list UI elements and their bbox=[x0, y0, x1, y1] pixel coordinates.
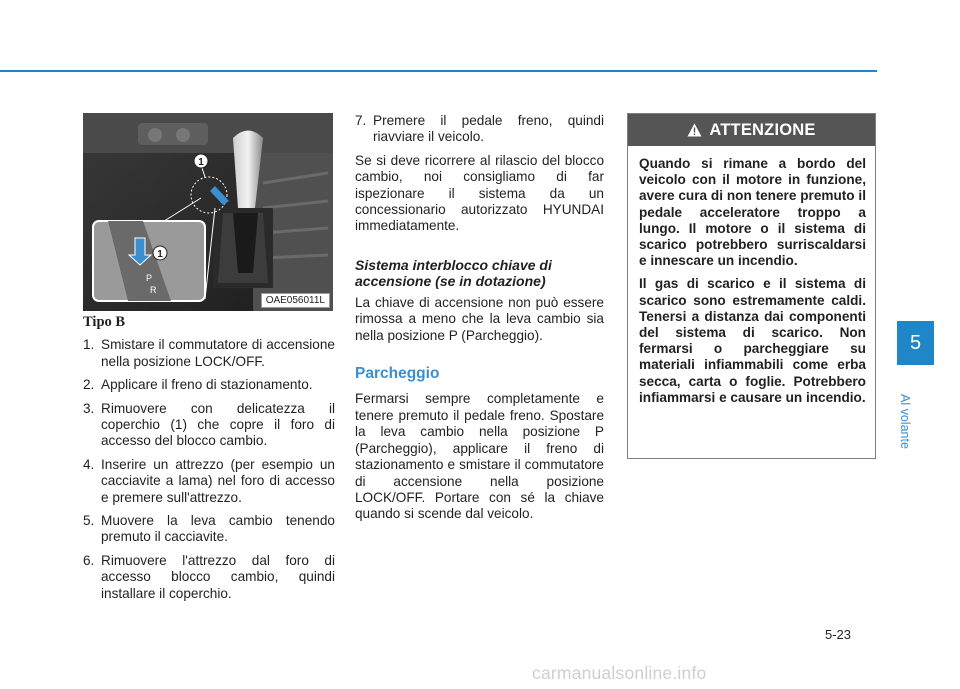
paragraph-parking: Fermarsi sempre completamente e tenere premuto il pedale freno. Spostare la leva cambio nella posizione P (Parcheggio), applicare il freno di stazionamento e smistare il commutatore di accensione nella posizione LOCK/OFF. Portare con sé la chiave quando si scende dal veicolo. bbox=[355, 391, 604, 522]
list-item bbox=[83, 377, 335, 393]
warning-box bbox=[627, 113, 876, 459]
step-text: Rimuovere l'attrezzo dal foro di accesso blocco cambio, quindi installare il coperchio. bbox=[101, 552, 335, 601]
list-item bbox=[83, 337, 335, 370]
page-number: 5-23 bbox=[825, 627, 852, 642]
step-text: Applicare il freno di stazionamento. bbox=[101, 377, 313, 393]
middle-column bbox=[355, 113, 604, 531]
subheading-key-interlock: Sistema interblocco chiave di accensione (se in dotazione) bbox=[355, 256, 552, 289]
list-item bbox=[83, 401, 335, 450]
step-text: Inserire un attrezzo (per esempio un cacciavite a lama) nel foro di accesso e premere sull'attrezzo. bbox=[101, 456, 335, 505]
step-text: Rimuovere con delicatezza il coperchio (1) che copre il foro di accesso del blocco cambio. bbox=[101, 400, 335, 449]
step-text: Smistare il commutatore di accensione nella posizione LOCK/OFF. bbox=[101, 337, 335, 369]
list-item bbox=[83, 513, 335, 546]
type-heading: Tipo B bbox=[83, 314, 126, 330]
step-text: Muovere la leva cambio tenendo premuto il cacciavite. bbox=[101, 513, 335, 545]
left-column bbox=[83, 314, 335, 609]
watermark: carmanualsonline.info bbox=[532, 663, 707, 683]
step-number: 5. bbox=[83, 513, 95, 529]
gear-letter-r: R bbox=[150, 285, 157, 295]
step-number: 6. bbox=[83, 552, 95, 568]
warning-paragraph-1: Quando si rimane a bordo del veicolo con il motore in funzione, avere cura di non tenere premuto il pedale acceleratore troppo a lungo. Il motore o il sistema di scarico potrebbero surriscaldarsi e innescare un incendio. bbox=[639, 156, 866, 269]
warning-paragraph-2: Il gas di scarico e il sistema di scarico sono estremamente caldi. Tenersi a distanza dai componenti del sistema di scarico. Non fermarsi o parcheggiare su materiali infiammabili come erba secca, carta o foglie. Potrebbero infiammarsi e causare un incendio. bbox=[639, 276, 866, 405]
callout-number-top: 1 bbox=[198, 157, 204, 168]
step-number: 1. bbox=[83, 337, 95, 353]
chapter-label: Al volante bbox=[898, 394, 912, 449]
heading-parking: Parcheggio bbox=[355, 365, 440, 383]
paragraph-release: Se si deve ricorrere al rilascio del blocco cambio, noi consigliamo di far ispezionare il sistema da un concessionario autorizzato HYUNDAI immediatamente. bbox=[355, 152, 604, 234]
top-rule bbox=[0, 70, 877, 72]
warning-header bbox=[628, 114, 875, 146]
gear-shift-illustration bbox=[83, 113, 333, 311]
gear-shift-photo bbox=[83, 113, 333, 311]
step-number: 3. bbox=[83, 400, 95, 416]
steps-list bbox=[83, 337, 335, 602]
gear-letter-p: P bbox=[146, 273, 153, 283]
list-item bbox=[83, 553, 335, 602]
step-number: 7. bbox=[355, 113, 367, 128]
svg-text:1: 1 bbox=[157, 249, 163, 260]
step-number: 4. bbox=[83, 456, 95, 472]
warning-title: ATTENZIONE bbox=[709, 120, 816, 139]
list-item bbox=[83, 457, 335, 506]
list-item bbox=[355, 113, 604, 146]
warning-triangle-icon bbox=[687, 123, 702, 137]
chapter-tab: 5 bbox=[897, 321, 934, 365]
image-code: OAE056011L bbox=[261, 293, 330, 308]
steps-list-continued bbox=[355, 113, 604, 146]
paragraph-key-interlock: La chiave di accensione non può essere rimossa a meno che la leva cambio sia nella posizione P (Parcheggio). bbox=[355, 294, 604, 343]
step-number: 2. bbox=[83, 377, 95, 393]
warning-body bbox=[628, 146, 875, 406]
step-text: Premere il pedale freno, quindi riavviare il veicolo. bbox=[373, 113, 604, 145]
